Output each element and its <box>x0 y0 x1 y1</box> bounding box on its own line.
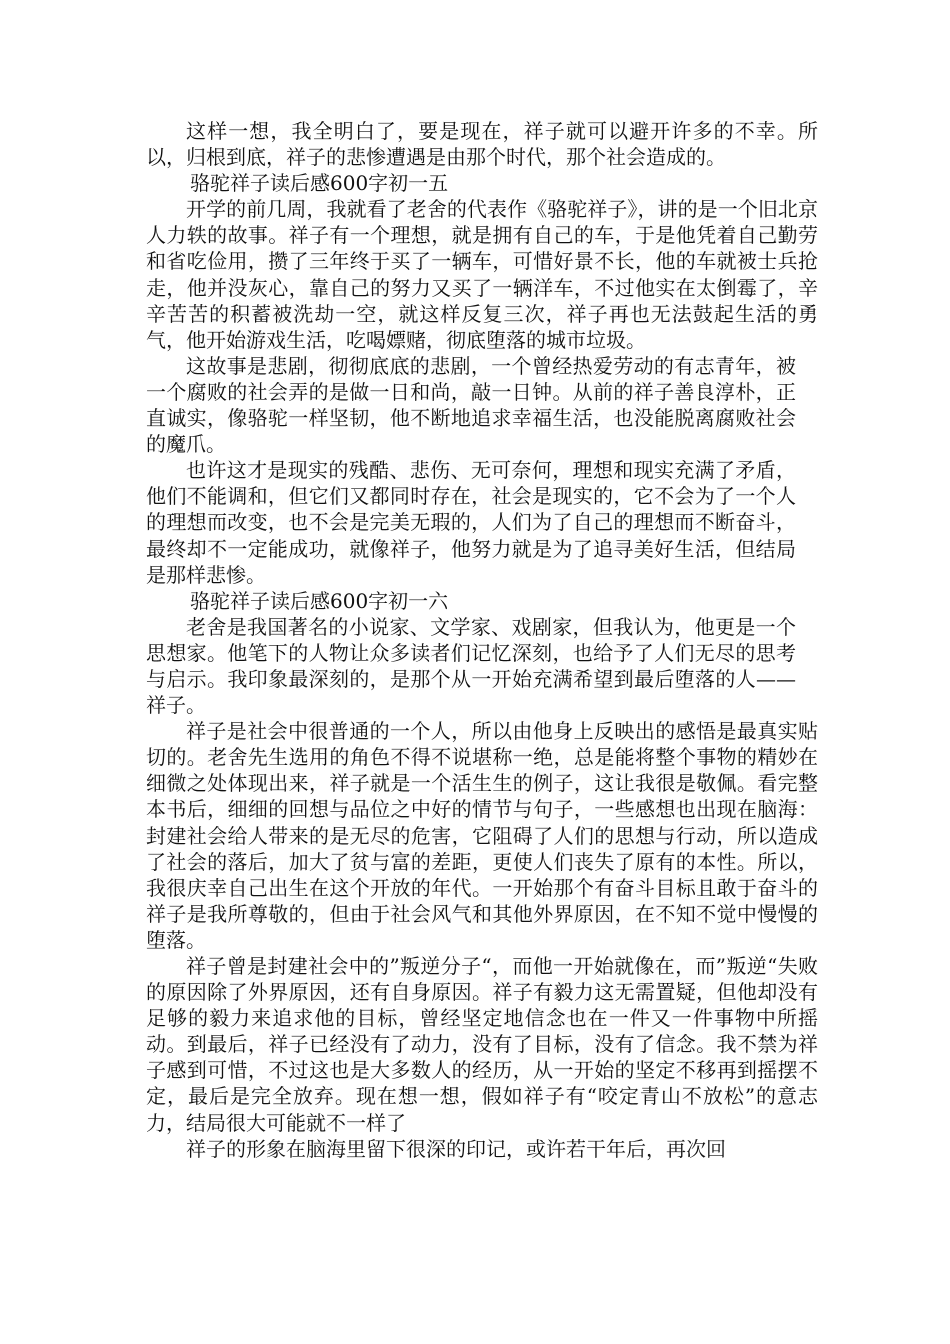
section-heading: 骆驼祥子读后感600字初一五 <box>190 171 449 196</box>
paragraph: 这样一想，我全明白了，要是现在，祥子就可以避开许多的不幸。所以，归根到底，祥子的悲惨遭遇是由那个时代，那个社会造成的。 <box>146 119 818 170</box>
paragraph: 这故事是悲剧，彻彻底底的悲剧，一个曾经热爱劳动的有志青年，被一个腐败的社会弄的是做一日和尚，敲一日钟。从前的祥子善良淳朴，正直诚实，像骆驼一样坚韧，他不断地追求幸福生活，也没能脱离腐败社会的魔爪。 <box>146 353 796 457</box>
paragraph: 祥子的形象在脑海里留下很深的印记，或许若干年后，再次回 <box>186 1136 726 1161</box>
paragraph: 老舍是我国著名的小说家、文学家、戏剧家，但我认为，他更是一个思想家。他笔下的人物让众多读者们记忆深刻，也给予了人们无尽的思考与启示。我印象最深刻的，是那个从一开始充满希望到最后堕落的人——祥子。 <box>146 614 796 718</box>
section-heading: 骆驼祥子读后感600字初一六 <box>190 588 449 613</box>
paragraph: 开学的前几周，我就看了老舍的代表作《骆驼祥子》，讲的是一个旧北京人力轶的故事。祥子有一个理想，就是拥有自己的车，于是他凭着自己勤劳和省吃俭用，攒了三年终于买了一辆车，可惜好景不长，他的车就被士兵抢走，他并没灰心，靠自己的努力又买了一辆洋车，不过他实在太倒霉了，辛辛苦苦的积蓄被洗劫一空，就这样反复三次，祥子再也无法鼓起生活的勇气，他开始游戏生活，吃喝嫖赌，彻底堕落的城市垃圾。 <box>146 197 818 352</box>
paragraph: 祥子是社会中很普通的一个人，所以由他身上反映出的感悟是最真实贴切的。老舍先生选用的角色不得不说堪称一绝，总是能将整个事物的精妙在细微之处体现出来，祥子就是一个活生生的例子，这让我很是敬佩。看完整本书后，细细的回想与品位之中好的情节与句子，一些感想也出现在脑海：封建社会给人带来的是无尽的危害，它阻碍了人们的思想与行动，所以造成了社会的落后，加大了贫与富的差距，更使人们丧失了原有的本性。所以，我很庆幸自己出生在这个开放的年代。一开始那个有奋斗目标且敢于奋斗的祥子是我所尊敬的，但由于社会风气和其他外界原因，在不知不觉中慢慢的堕落。 <box>146 719 818 952</box>
paragraph: 祥子曾是封建社会中的”叛逆分子“，而他一开始就像在，而”叛逆“失败的原因除了外界原因，还有自身原因。祥子有毅力这无需置疑，但他却没有足够的毅力来追求他的目标，曾经坚定地信念也在一件又一件事物中所摇动。到最后，祥子已经没有了动力，没有了目标，没有了信念。我不禁为祥子感到可惜，不过这也是大多数人的经历，从一开始的坚定不移再到摇摆不定，最后是完全放弃。现在想一想，假如祥子有“咬定青山不放松”的意志力，结局很大可能就不一样了 <box>146 954 818 1135</box>
paragraph: 也许这才是现实的残酷、悲伤、无可奈何，理想和现实充满了矛盾，他们不能调和，但它们又都同时存在，社会是现实的，它不会为了一个人的理想而改变，也不会是完美无瑕的，人们为了自己的理想而不断奋斗，最终却不一定能成功，就像祥子，他努力就是为了追寻美好生活，但结局是那样悲惨。 <box>146 458 796 587</box>
document-page <box>146 118 818 1162</box>
